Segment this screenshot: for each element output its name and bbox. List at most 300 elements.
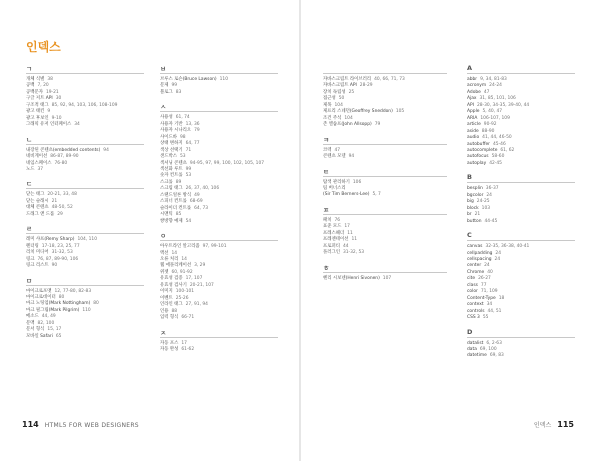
index-section: [467, 328, 575, 360]
book-title: HTML5 FOR WEB DESIGNERS: [44, 422, 139, 429]
index-term: 프레스헤더: [323, 230, 345, 236]
index-term: 모바일 Safari: [26, 333, 53, 339]
index-page-refs: 19-21: [45, 89, 59, 95]
index-entry: [323, 154, 447, 160]
index-section: [26, 276, 144, 341]
right-page: [301, 0, 600, 461]
index-page-refs: 94-95, 97, 99, 100, 102, 105, 107: [189, 160, 265, 166]
index-term: 표준 모드: [323, 224, 342, 230]
index-term: 내장된 콘텐츠(embedded contents): [26, 147, 101, 153]
index-page-refs: 88-90: [481, 128, 495, 134]
index-page-refs: 13, 36: [185, 121, 200, 127]
index-page-refs: 80: [93, 301, 99, 307]
index-page-refs: 9-10: [51, 115, 62, 121]
index-page-refs: 110: [82, 307, 91, 313]
index-page-refs: 85: [175, 212, 182, 218]
index-page-refs: 71: [185, 147, 192, 153]
page-number: 114: [22, 420, 39, 429]
index-page-refs: 83: [175, 89, 182, 95]
index-page-refs: 76-80: [54, 160, 68, 166]
index-page-refs: 100-101: [175, 289, 195, 295]
index-page-refs: 25: [348, 89, 355, 95]
index-page-refs: 94: [348, 154, 355, 160]
index-page-refs: 98: [179, 134, 186, 140]
index-term: 대체 콘텐츠: [26, 205, 49, 211]
index-term: 마이크로포맷: [26, 288, 52, 294]
index-term: 마크 노팅엄(Mark Nottingham): [26, 301, 91, 307]
index-term: 액션: [160, 250, 169, 256]
index-page-refs: 94: [103, 147, 109, 153]
index-page-refs: 97, 99-101: [202, 244, 227, 250]
index-page-refs: 26-27: [478, 276, 491, 282]
index-term: 플러그인: [323, 250, 340, 256]
index-section: [467, 173, 575, 225]
index-page-refs: 90-92: [483, 122, 497, 128]
index-section: [26, 179, 144, 218]
index-letter-heading: ㅈ: [160, 328, 278, 338]
index-page-refs: 7, 20: [37, 83, 49, 89]
index-term: class: [467, 282, 478, 288]
index-term: 접근성: [323, 96, 336, 102]
index-letter-heading: ㄱ: [26, 64, 144, 74]
index-entry: [467, 315, 575, 321]
index-term: 링크: [26, 256, 35, 262]
section-title: 인덱스: [533, 422, 552, 429]
index-page-refs: 99: [185, 166, 192, 172]
index-page-refs: 44-45: [484, 218, 498, 224]
index-term: 구조적 태그: [26, 102, 49, 108]
index-page-refs: 3, 29: [194, 263, 206, 269]
index-entry: [160, 90, 278, 96]
index-letter-heading: ㄹ: [26, 224, 144, 234]
index-page-refs: 99: [171, 83, 178, 89]
index-term: 사용자 기반: [160, 121, 183, 127]
index-entry: [26, 212, 144, 218]
index-page-refs: 14: [181, 256, 187, 262]
index-term: data: [467, 346, 477, 352]
index-page-refs: 110: [219, 77, 229, 82]
index-entry: [160, 315, 278, 321]
index-section: [160, 102, 278, 225]
index-page-refs: 12, 77-80, 82-83: [54, 288, 92, 294]
index-page-refs: 88: [171, 308, 178, 314]
index-section: [26, 224, 144, 269]
index-term: ARIA: [467, 115, 478, 121]
index-term: 광고 태킨: [26, 109, 45, 115]
index-term: 스크립 태그: [160, 186, 183, 192]
index-term: bgcolor: [467, 192, 484, 198]
index-term: 개체 식별: [26, 77, 45, 82]
index-term: 스피너 컨트롤: [160, 199, 187, 205]
index-term: button: [467, 218, 482, 224]
index-page-refs: 65: [55, 333, 62, 339]
index-letter-heading: ㅋ: [323, 135, 447, 145]
index-page-refs: 36-37: [485, 186, 499, 192]
index-term: article: [467, 122, 481, 128]
index-entry: [467, 353, 575, 359]
index-page-refs: 61, 62: [500, 147, 515, 153]
index-term: 위젯: [160, 269, 169, 275]
index-page-refs: 17: [344, 224, 350, 230]
index-page-refs: 5, 7: [372, 192, 381, 198]
index-page-refs: 103: [481, 205, 491, 211]
index-page-refs: 104: [344, 115, 353, 121]
index-page-refs: 90: [51, 263, 58, 269]
index-letter-heading: ㄴ: [26, 135, 144, 145]
index-page-refs: 9: [47, 109, 51, 115]
index-entry: [323, 250, 447, 256]
index-page-refs: 5, 40, 47: [482, 109, 503, 115]
index-page-refs: 50: [338, 96, 345, 102]
index-entry: [26, 167, 144, 173]
index-page-refs: 24: [486, 192, 492, 198]
index-term: 사용자 시나리오: [160, 128, 192, 134]
index-term: Content-Type: [467, 295, 496, 301]
index-entry: [323, 122, 447, 128]
index-page-refs: 77: [480, 282, 487, 288]
index-term: 존 앨솝프(John Allsopp): [323, 122, 372, 128]
index-term: 아우트라인 알고리즘: [160, 244, 200, 250]
index-page-refs: 79: [194, 128, 200, 134]
index-term: 구글 저트 API: [26, 96, 53, 102]
index-term: 패치: [323, 217, 332, 223]
index-term: 사용성: [160, 115, 173, 121]
page-number: 115: [557, 420, 574, 429]
index-letter-heading: ㅂ: [160, 64, 278, 74]
index-term: 섹셔닝 콘텐츠: [160, 160, 187, 166]
index-letter-heading: C: [467, 231, 575, 241]
index-term: besplin: [467, 186, 483, 192]
index-page-refs: 76, 87, 89-90, 106: [37, 256, 79, 262]
index-page-refs: 26, 37, 40, 106: [185, 186, 220, 192]
index-term: 프레젠테이션: [323, 237, 349, 243]
index-page-refs: 40, 66, 71, 73: [374, 77, 405, 82]
index-term: 스탠드얼론 방식: [160, 192, 192, 198]
index-page-refs: 61-62: [181, 346, 195, 352]
index-page-refs: 31, 85, 101, 106: [479, 96, 516, 102]
index-section: [467, 64, 575, 167]
index-term: cellspacing: [467, 256, 492, 262]
index-term: datetime: [467, 353, 487, 359]
index-letter-heading: ㅎ: [323, 263, 447, 273]
index-term: cite: [467, 276, 476, 282]
index-term: Adobe: [467, 89, 481, 95]
index-letter-heading: ㅁ: [26, 276, 144, 286]
index-term: context: [467, 302, 484, 308]
index-page-refs: 11: [347, 230, 353, 236]
index-term: 리치 미디어: [26, 250, 49, 256]
index-term: 사이드바: [160, 134, 177, 140]
index-term: 마크 필그림(Mark Pilgrim): [26, 307, 80, 313]
index-term: 상태 변하지: [160, 141, 183, 147]
index-term: Chrome: [467, 269, 485, 275]
index-page-refs: 34: [74, 122, 80, 128]
index-page-refs: 69, 83: [489, 353, 504, 359]
index-entry: [26, 263, 144, 269]
index-term: 그래픽 유저 인터페이스: [26, 122, 72, 128]
index-page-refs: 89: [175, 179, 182, 185]
index-term: 인라인 태그: [160, 302, 183, 308]
index-page-refs: 85, 92, 94, 103, 106, 108-109: [51, 102, 118, 108]
index-page-refs: 106-107, 109: [480, 115, 510, 121]
index-term: 공백문자: [26, 89, 43, 95]
index-term: 레미 샤프(Remy Sharp): [26, 237, 75, 243]
index-term: autoplay: [467, 160, 487, 166]
index-term: Apple: [467, 109, 480, 115]
index-term: (Sir Tim Berners-Lee): [323, 192, 370, 198]
index-page-refs: 61, 74: [175, 115, 190, 121]
index-page-refs: 28-30, 34-35, 39-40, 44: [476, 102, 530, 108]
index-term: 헨리 시보넨(Henri Sivonen): [323, 275, 380, 281]
index-page-refs: 44: [342, 243, 349, 249]
index-column-1: [26, 64, 144, 346]
index-term: 오류 처리: [160, 256, 179, 262]
index-entry: [323, 276, 447, 282]
index-letter-heading: ㅇ: [160, 231, 278, 241]
index-page-refs: 18: [498, 295, 505, 301]
index-term: 이미지: [160, 289, 173, 295]
index-term: 문맥: [26, 320, 35, 326]
index-term: 닫는 태그: [26, 192, 45, 198]
index-page-refs: 20-21, 107: [189, 282, 214, 288]
index-term: 문서 형식: [26, 327, 45, 333]
index-page-refs: 40: [487, 269, 493, 275]
index-term: 슬라이더 컨트롤: [160, 205, 192, 211]
index-section: [323, 167, 447, 199]
index-page-refs: 27, 91, 94: [185, 302, 208, 308]
index-page-refs: 53: [179, 154, 186, 160]
index-term: autofocus: [467, 154, 489, 160]
index-section: [160, 64, 278, 96]
index-section: [323, 64, 447, 129]
index-page-refs: 42-45: [489, 160, 502, 166]
index-section: [26, 135, 144, 174]
index-page-refs: 48-50, 52: [51, 205, 73, 211]
index-term: 웹 애플리케이션: [160, 263, 192, 269]
index-term: 색상 선택기: [160, 147, 183, 153]
index-column-2: [160, 64, 278, 359]
index-title: 인덱스: [26, 40, 61, 54]
index-page-refs: 24: [495, 250, 501, 256]
index-term: 코덱: [323, 147, 332, 153]
index-term: 시맨틱: [160, 212, 173, 218]
index-term: datalist: [467, 340, 484, 346]
index-term: cellpadding: [467, 250, 493, 256]
index-column-4: [467, 64, 575, 366]
index-page-refs: 38: [47, 77, 53, 82]
index-term: 유효성 검사기: [160, 282, 187, 288]
index-term: center: [467, 263, 482, 269]
index-page-refs: 55: [482, 315, 489, 321]
index-term: Ajax: [467, 96, 477, 102]
index-term: 조건 주석: [323, 115, 342, 121]
index-page-refs: 79: [374, 122, 381, 128]
index-page-refs: 71, 109: [480, 289, 498, 295]
index-page-refs: 9, 34, 81-83: [480, 77, 507, 82]
index-page-refs: 58-60: [491, 154, 505, 160]
index-page-refs: 34: [486, 302, 493, 308]
index-term: 자바스크립트 라이브러리: [323, 77, 372, 82]
index-term: 샌드박스: [160, 154, 177, 160]
index-term: 광고 후보인: [26, 115, 49, 121]
index-page-refs: 53: [185, 173, 192, 179]
index-page-refs: 14: [171, 250, 178, 256]
index-page-refs: 6, 2-63: [486, 340, 502, 346]
index-page-refs: 32-35, 36-38, 40-41: [485, 244, 530, 250]
footer-left: [22, 420, 139, 429]
index-page-refs: 45-46: [492, 141, 506, 147]
index-page-refs: 28-29: [359, 83, 373, 89]
index-page-refs: 29: [57, 211, 63, 217]
index-term: color: [467, 289, 478, 295]
index-page-refs: 24-24: [489, 83, 502, 89]
index-term: 자동 완성: [160, 346, 179, 352]
index-section: [160, 231, 278, 321]
index-term: API: [467, 102, 474, 108]
index-letter-heading: ㅅ: [160, 102, 278, 112]
index-term: 블로그: [160, 89, 173, 95]
index-term: 입력 형식: [160, 315, 179, 321]
index-term: 유효성 검증: [160, 276, 183, 282]
index-page-refs: 17: [181, 340, 187, 346]
index-term: controls: [467, 308, 485, 314]
index-page-refs: 86-87, 89-90: [50, 154, 79, 160]
index-term: 콘텐츠 모델: [323, 154, 346, 160]
index-page-refs: 20-21, 33, 48: [47, 192, 77, 198]
index-page-refs: 76: [334, 217, 341, 223]
index-term: 프로퍼티: [323, 243, 340, 249]
index-page-refs: 17-18, 23, 25, 77: [41, 243, 80, 249]
index-term: 탐색 관리하기: [323, 179, 350, 185]
index-page-refs: 21: [51, 198, 58, 204]
index-entry: [160, 219, 278, 225]
index-page-refs: 105: [395, 109, 405, 115]
index-term: autocomplete: [467, 147, 498, 153]
index-term: abbr: [467, 77, 478, 82]
index-section: [26, 64, 144, 129]
index-column-3: [323, 64, 447, 288]
index-section: [323, 205, 447, 257]
index-term: 쌍방향 예제: [160, 218, 183, 224]
index-page-refs: 80: [58, 294, 65, 300]
index-page-refs: 11: [351, 237, 358, 243]
index-term: 자바스크립트 API: [323, 83, 357, 89]
index-page-refs: 41, 44, 46-50: [482, 135, 512, 141]
index-term: 메소드: [26, 314, 39, 320]
index-term: 네비게이션: [26, 154, 48, 160]
index-term: block: [467, 205, 479, 211]
index-page-refs: 66-71: [181, 315, 195, 321]
index-term: aside: [467, 128, 479, 134]
index-page-refs: 60, 91-92: [171, 269, 193, 275]
index-term: 제프리 스네던(Geoffrey Sneddon): [323, 109, 393, 115]
index-page-refs: 15, 17: [47, 327, 62, 333]
index-term: 스크롤: [160, 179, 173, 185]
index-term: 숫자 컨트롤: [160, 173, 183, 179]
index-entry: [467, 161, 575, 167]
index-entry: [26, 334, 144, 340]
index-term: 렌더링: [26, 243, 39, 249]
index-term: big: [467, 199, 474, 205]
index-entry: [467, 219, 575, 225]
index-term: 노드: [26, 166, 35, 172]
index-page-refs: 31-32, 53: [51, 250, 73, 256]
index-page-refs: 21: [474, 212, 481, 218]
index-term: 링크 리스트: [26, 263, 49, 269]
index-entry: [26, 122, 144, 128]
index-page-refs: 68-69: [189, 199, 203, 205]
index-page-refs: 24: [484, 263, 490, 269]
index-letter-heading: B: [467, 173, 575, 183]
index-page-refs: 69, 100: [479, 346, 497, 352]
index-letter-heading: ㅌ: [323, 167, 447, 177]
index-term: 브루스 로슨(Bruce Lawson): [160, 77, 217, 82]
index-entry: [160, 347, 278, 353]
index-page-refs: 49: [194, 192, 200, 198]
left-page: [0, 0, 299, 461]
index-page-refs: 44, 49: [41, 314, 56, 320]
index-term: 장치 독립성: [323, 89, 346, 95]
footer-right: [534, 420, 574, 429]
index-page-refs: 82, 100: [37, 320, 55, 326]
index-page-refs: 17, 107: [185, 276, 203, 282]
index-term: autobuffer: [467, 141, 490, 147]
index-term: 마이크로데이터: [26, 294, 56, 300]
index-page-refs: 64, 77: [185, 141, 200, 147]
index-page-refs: 47: [334, 147, 341, 153]
index-term: 드래그 앤 드롭: [26, 211, 55, 217]
index-term: 공백: [26, 83, 35, 89]
index-page-refs: 24-25: [476, 199, 490, 205]
index-term: 제목: [323, 102, 332, 108]
index-section: [467, 231, 575, 321]
index-page-refs: 30: [55, 96, 62, 102]
index-entry: [323, 192, 447, 198]
index-page-refs: 47: [483, 89, 490, 95]
index-page-refs: 31-32, 53: [342, 250, 365, 256]
index-page-refs: 64, 73: [194, 205, 209, 211]
index-page-refs: 107: [382, 275, 392, 281]
index-page-refs: 44, 51: [487, 308, 502, 314]
index-letter-heading: D: [467, 328, 575, 338]
index-term: 문제: [160, 83, 169, 89]
index-letter-heading: ㅍ: [323, 205, 447, 215]
index-page-refs: 25-26: [175, 295, 189, 301]
index-term: 네임스페이스: [26, 160, 52, 166]
index-term: 인용: [160, 308, 169, 314]
index-term: audio: [467, 135, 480, 141]
index-term: 닫는 슬래시: [26, 198, 49, 204]
index-letter-heading: A: [467, 64, 575, 74]
index-section: [323, 263, 447, 282]
index-page-refs: 104, 110: [77, 237, 98, 243]
index-term: acronym: [467, 83, 487, 89]
index-section: [160, 328, 278, 354]
index-page-refs: 54: [185, 218, 192, 224]
index-page-refs: 24: [494, 256, 501, 262]
index-term: canvas: [467, 244, 483, 250]
index-page-refs: 104: [334, 102, 343, 108]
index-term: CSS 3: [467, 315, 480, 321]
index-section: [323, 135, 447, 161]
index-term: br: [467, 212, 472, 218]
index-letter-heading: ㄷ: [26, 179, 144, 189]
index-letter-heading: [323, 64, 447, 74]
index-term: 이벤트: [160, 295, 173, 301]
index-page-refs: 37: [37, 166, 44, 172]
index-term: 팀 버너스리: [323, 185, 346, 191]
index-term: 섹션화 루트: [160, 166, 183, 172]
